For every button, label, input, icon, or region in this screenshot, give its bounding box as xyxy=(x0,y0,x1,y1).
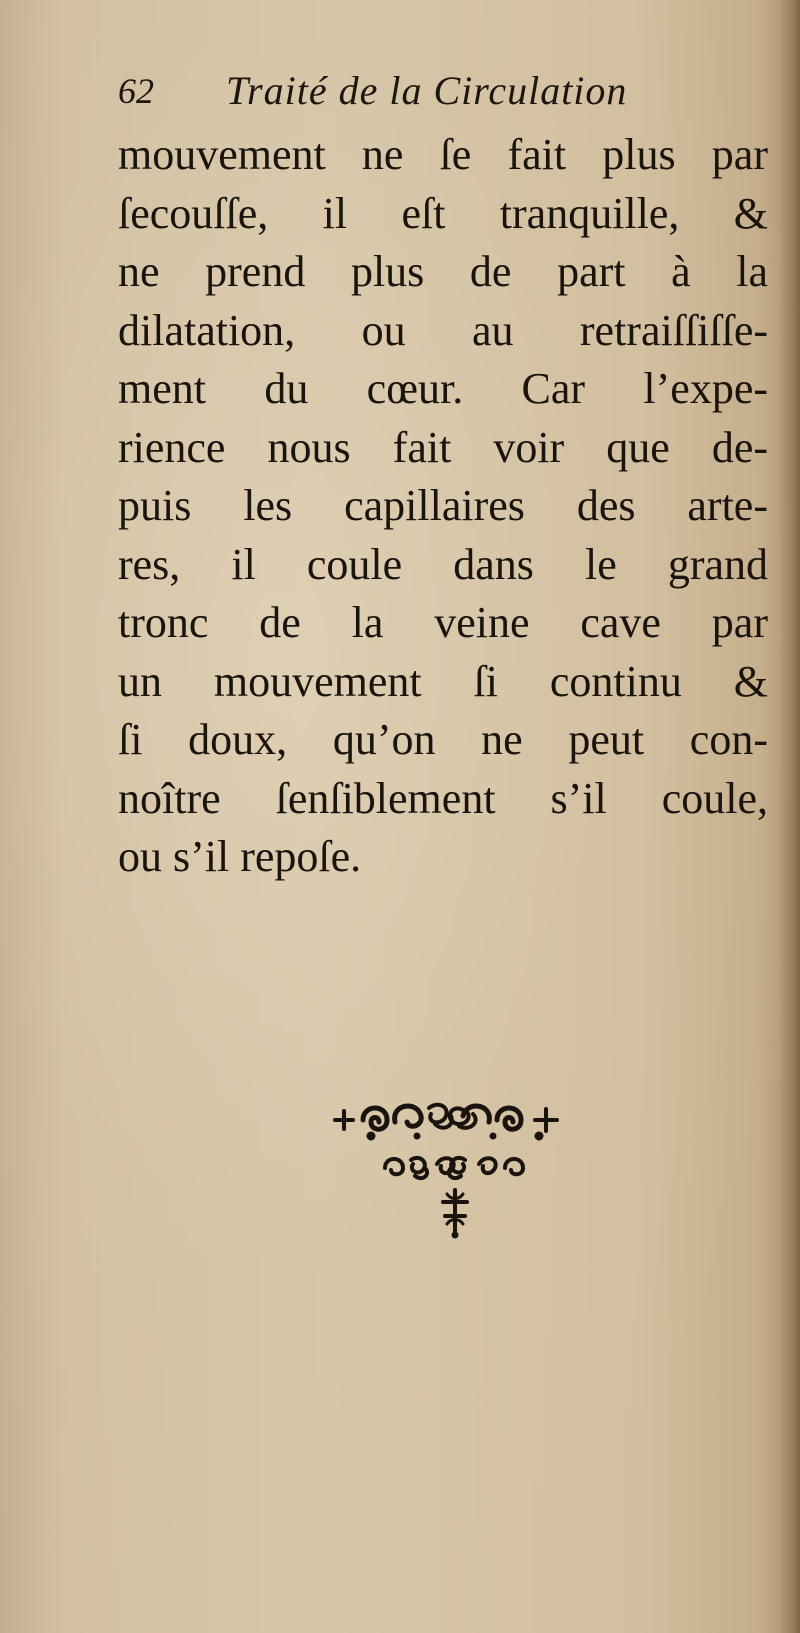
text-line: dilatation, ou au retraiſſiſſe- xyxy=(118,305,768,355)
page-header xyxy=(118,66,758,116)
text-line: noître ſenſiblement s’il coule, xyxy=(118,773,768,823)
text-line: res, il coule dans le grand xyxy=(118,539,768,589)
body-text xyxy=(118,126,768,887)
text-line: ou s’il repoſe. xyxy=(118,832,362,881)
page-number: 62 xyxy=(118,71,154,111)
text-line: ment du cœur. Car l’expe- xyxy=(118,364,768,413)
text-line: ſi doux, qu’on ne peut con- xyxy=(118,715,768,764)
text-line: ne prend plus de part à la xyxy=(118,247,768,296)
fleuron-ornament-icon xyxy=(325,1090,585,1240)
text-line: un mouvement ſi continu & xyxy=(118,656,768,706)
text-line: ſecouſſe, il eſt tranquille, & xyxy=(118,188,768,238)
text-line: tronc de la veine cave par xyxy=(118,598,768,647)
text-line: rience nous fait voir que de- xyxy=(118,422,768,472)
running-title: Traité de la Circulation xyxy=(226,68,628,113)
text-line: mouvement ne ſe fait plus par xyxy=(118,130,768,179)
text-line: puis les capillaires des arte- xyxy=(118,481,768,530)
page-edge-shadow xyxy=(778,0,800,1633)
